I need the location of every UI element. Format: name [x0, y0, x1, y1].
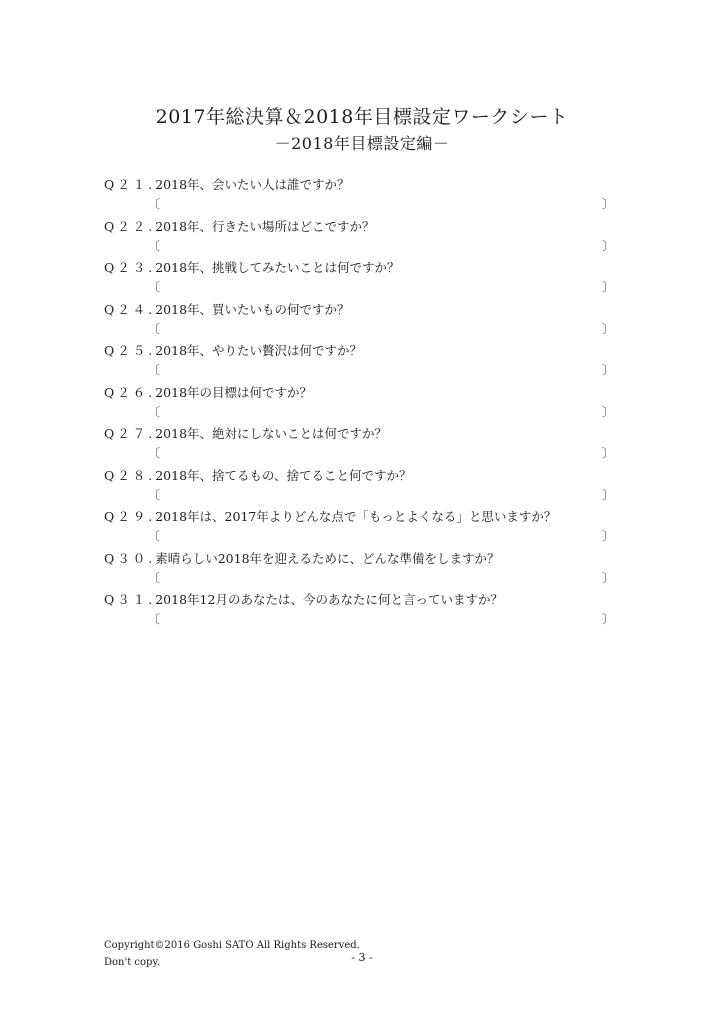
- bracket-close: 〕: [601, 529, 614, 543]
- bracket-open: 〔: [148, 446, 161, 460]
- bracket-close: 〕: [601, 321, 614, 336]
- bracket-open: 〔: [148, 570, 161, 585]
- question-text: 2018年は、2017年よりどんな点で「もっとよくなる」と思いますか？: [155, 509, 557, 524]
- copy-notice: Don't copy.: [104, 957, 160, 968]
- question-number: Q２６.: [104, 384, 156, 400]
- answer-field[interactable]: [148, 444, 614, 460]
- bracket-close: 〕: [601, 487, 614, 502]
- question-list: [104, 175, 624, 632]
- page-number: - 3 -: [351, 951, 373, 964]
- bracket-open: 〔: [148, 487, 161, 502]
- answer-field[interactable]: [148, 195, 614, 211]
- question-item: [104, 383, 624, 425]
- page-subtitle: －2018年目標設定編－: [274, 134, 450, 153]
- bracket-close: 〕: [601, 612, 614, 626]
- question-text: 2018年、買いたいもの何ですか？: [155, 301, 350, 317]
- question-number: Q２５.: [104, 343, 156, 358]
- question-number: Q２８.: [104, 467, 156, 483]
- bracket-open: 〔: [148, 197, 161, 211]
- question-number: Q２７.: [104, 426, 156, 441]
- question-item: [104, 507, 624, 549]
- question-text: 2018年の目標は何ですか？: [155, 384, 313, 400]
- answer-field[interactable]: [148, 486, 614, 502]
- question-number: Q２３.: [104, 260, 156, 275]
- answer-field[interactable]: [148, 569, 614, 585]
- question-item: [104, 217, 624, 259]
- answer-field[interactable]: [148, 361, 614, 377]
- bracket-close: 〕: [601, 363, 614, 377]
- question-item: [104, 590, 624, 632]
- question-text: 2018年、絶対にしないことは何ですか？: [155, 426, 388, 441]
- bracket-open: 〔: [148, 612, 161, 626]
- bracket-close: 〕: [601, 197, 614, 211]
- bracket-open: 〔: [148, 404, 161, 419]
- bracket-close: 〕: [601, 570, 614, 585]
- question-text: 2018年、捨てるもの、捨てること何ですか？: [155, 467, 412, 483]
- answer-field[interactable]: [148, 237, 614, 253]
- bracket-open: 〔: [148, 529, 161, 543]
- page-title: 2017年総決算＆2018年目標設定ワークシート: [155, 106, 569, 128]
- question-number: Q２９.: [104, 509, 156, 524]
- question-number: Q３１.: [104, 592, 156, 607]
- bracket-close: 〕: [601, 404, 614, 419]
- question-item: [104, 424, 624, 466]
- bracket-open: 〔: [148, 363, 161, 377]
- question-number: Q２２.: [104, 218, 156, 234]
- question-text: 2018年、やりたい贅沢は何ですか？: [155, 343, 363, 358]
- question-number: Q２１.: [104, 177, 156, 192]
- question-item: [104, 549, 624, 591]
- answer-field[interactable]: [148, 403, 614, 419]
- answer-field[interactable]: [148, 320, 614, 336]
- bracket-open: 〔: [148, 321, 161, 336]
- answer-field[interactable]: [148, 527, 614, 543]
- bracket-close: 〕: [601, 446, 614, 460]
- answer-field[interactable]: [148, 278, 614, 294]
- bracket-close: 〕: [601, 280, 614, 294]
- question-item: [104, 300, 624, 342]
- question-text: 素晴らしい2018年を迎えるために、どんな準備をしますか？: [155, 550, 500, 566]
- bracket-open: 〔: [148, 280, 161, 294]
- question-item: [104, 175, 624, 217]
- answer-field[interactable]: [148, 610, 614, 626]
- bracket-close: 〕: [601, 238, 614, 253]
- bracket-open: 〔: [148, 238, 161, 253]
- question-item: [104, 466, 624, 508]
- question-text: 2018年、行きたい場所はどこですか？: [155, 218, 375, 234]
- question-text: 2018年、会いたい人は誰ですか？: [155, 177, 350, 192]
- question-item: [104, 341, 624, 383]
- question-number: Q３０.: [104, 550, 156, 566]
- question-text: 2018年12月のあなたは、今のあなたに何と言っていますか？: [155, 592, 503, 607]
- question-text: 2018年、挑戦してみたいことは何ですか？: [155, 260, 400, 275]
- question-item: [104, 258, 624, 300]
- question-number: Q２４.: [104, 301, 156, 317]
- copyright-text: Copyright©2016 Goshi SATO All Rights Reserved.: [104, 940, 360, 951]
